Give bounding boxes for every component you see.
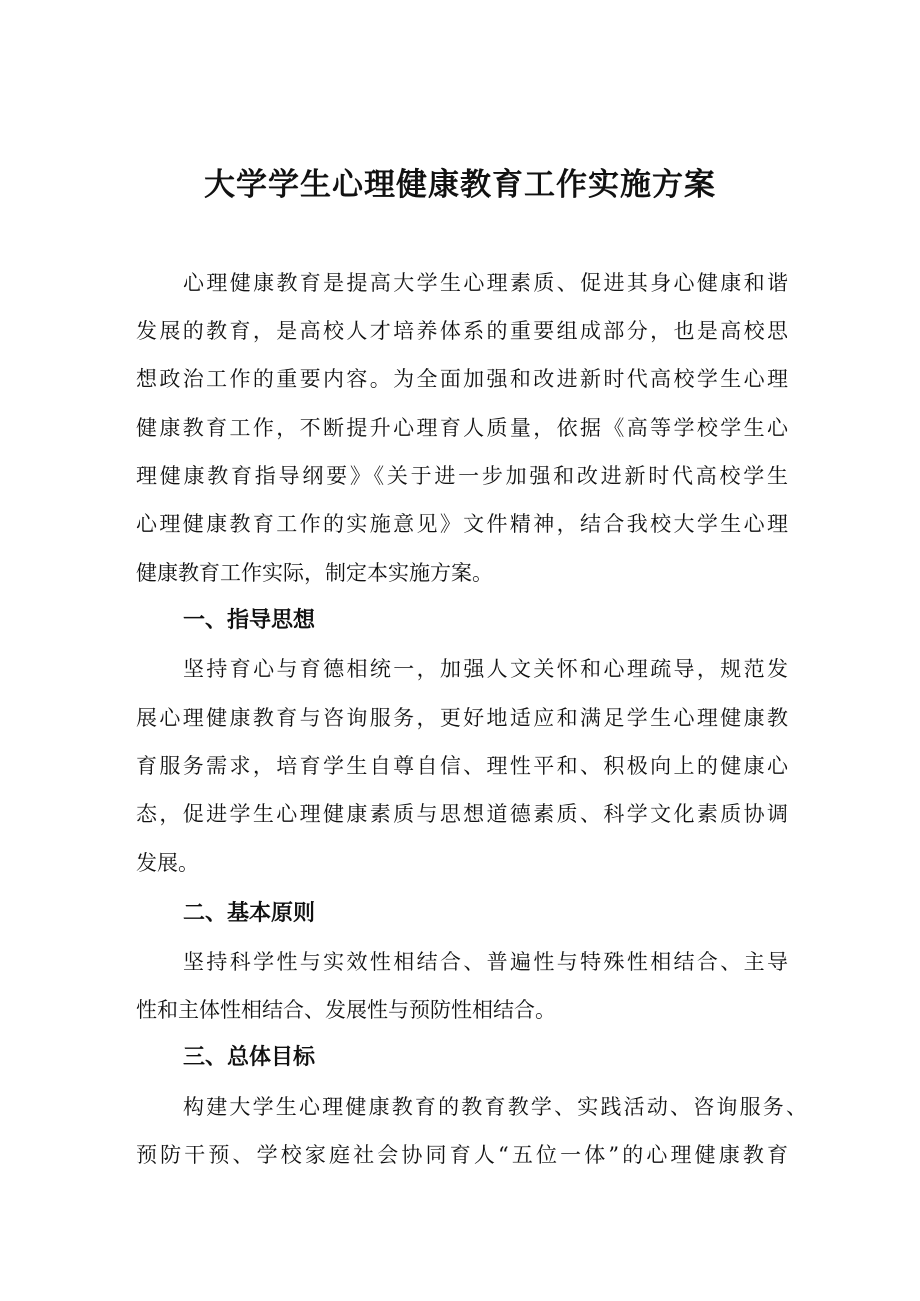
section-heading-basic-principles: 二、基本原则 [183, 901, 316, 926]
intro-line-4: 健康教育工作，不断提升心理育人质量，依据《高等学校学生心 [136, 416, 788, 440]
intro-line-2: 发展的教育，是高校人才培养体系的重要组成部分，也是高校思 [136, 319, 788, 343]
section-2-line-2: 性和主体性相结合、发展性与预防性相结合。 [136, 998, 556, 1022]
section-1-line-1: 坚持育心与育德相统一，加强人文关怀和心理疏导，规范发 [183, 657, 788, 681]
section-1-line-4: 态，促进学生心理健康素质与思想道德素质、科学文化素质协调 [136, 802, 788, 826]
document-title: 大学学生心理健康教育工作实施方案 [204, 167, 716, 203]
section-1-line-2: 展心理健康教育与咨询服务，更好地适应和满足学生心理健康教 [136, 706, 788, 730]
section-1-line-3: 育服务需求，培育学生自尊自信、理性平和、积极向上的健康心 [136, 754, 788, 778]
section-3-line-1: 构建大学生心理健康教育的教育教学、实践活动、咨询服务、 [183, 1095, 807, 1119]
intro-line-7: 健康教育工作实际，制定本实施方案。 [136, 561, 493, 585]
section-1-line-5: 发展。 [136, 851, 199, 875]
section-2-line-1: 坚持科学性与实效性相结合、普遍性与特殊性相结合、主导 [183, 950, 788, 974]
intro-line-6: 心理健康教育工作的实施意见》文件精神，结合我校大学生心理 [136, 512, 788, 536]
section-heading-guiding-ideology: 一、指导思想 [183, 608, 316, 633]
intro-line-3: 想政治工作的重要内容。为全面加强和改进新时代高校学生心理 [136, 367, 788, 391]
intro-line-1: 心理健康教育是提高大学生心理素质、促进其身心健康和谐 [183, 271, 788, 295]
section-heading-overall-goals: 三、总体目标 [183, 1045, 316, 1070]
section-3-line-2: 预防干预、学校家庭社会协同育人“五位一体”的心理健康教育 [136, 1143, 788, 1167]
intro-line-5: 理健康教育指导纲要》《关于进一步加强和改进新时代高校学生 [136, 464, 788, 488]
